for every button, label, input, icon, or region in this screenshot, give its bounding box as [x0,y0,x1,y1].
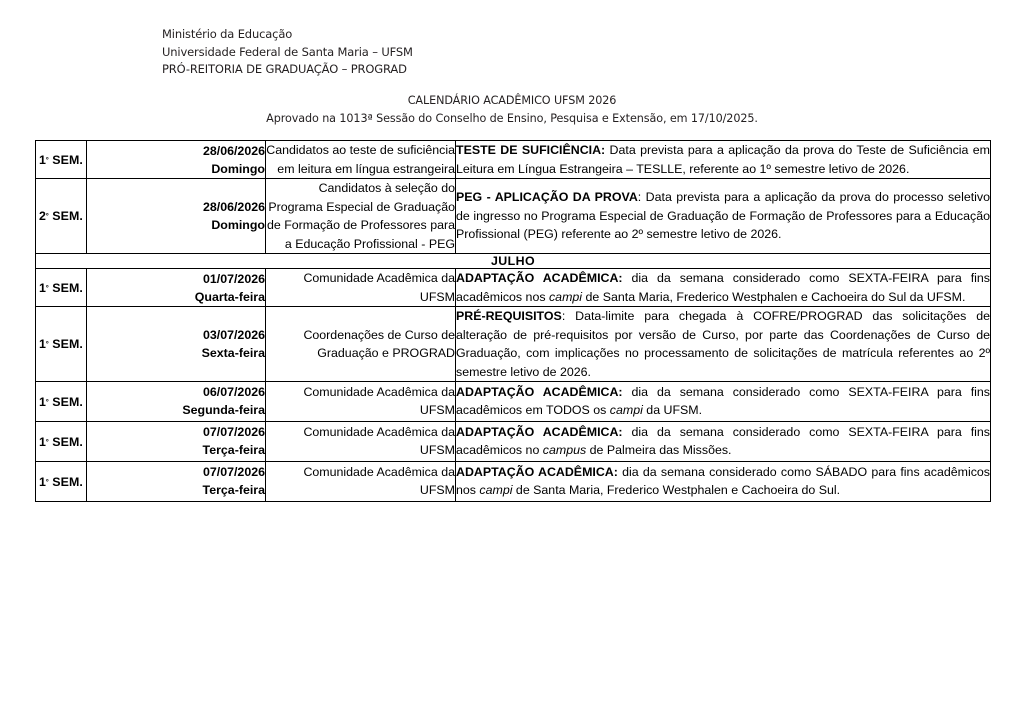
month-banner-label: JULHO [36,254,991,269]
weekday-value: Terça-feira [202,482,265,497]
description-cell [456,382,991,422]
date-cell [87,307,266,382]
weekday-value: Quarta-feira [194,289,265,304]
table-row [36,307,991,382]
academic-calendar-table [35,140,991,502]
date-value: 01/07/2026 [202,271,265,286]
date-cell [87,422,266,462]
description-body: dia da semana considerado como SÁBADO para fins acadêmicos nos [456,465,990,497]
audience-cell: Comunidade Acadêmica da UFSM [266,422,456,462]
date-value: 07/07/2026 [202,465,265,479]
calendar-table-body [36,141,991,502]
description-cell [456,307,991,382]
description-cell [456,179,991,254]
semester-cell: $1^º$ SEM. [36,141,87,179]
date-value: 28/06/2026 [202,200,265,214]
date-cell [87,462,266,502]
date-cell [87,382,266,422]
description-body: : Data prevista para a aplicação da prova do processo seletivo de ingresso no Programa Especial de Graduação de Formação de Professores para a Educação Profissional (PEG) referente ao 2º semestre letivo de 2026. [456,190,990,242]
institution-letterhead [162,26,413,79]
description-cell [456,462,991,502]
audience-cell: Candidatos ao teste de suficiência em leitura em língua estrangeira [266,141,456,179]
weekday-value: Sexta-feira [201,346,265,360]
page-title: CALENDÁRIO ACADÊMICO UFSM 2026 [407,94,617,107]
audience-cell: Comunidade Acadêmica da UFSM [266,462,456,502]
letterhead-line-prograd: PRÓ-REITORIA DE GRADUAÇÃO – PROGRAD [162,62,407,76]
weekday-value: Segunda-feira [182,402,265,417]
table-row [36,462,991,502]
audience-cell: Candidatos à seleção do Programa Especial de Graduação de Formação de Professores para a Educação Profissional - PEG [266,179,456,254]
ordinal-marker: º [46,398,49,406]
date-value: 03/07/2026 [202,328,265,342]
description-label: PRÉ-REQUISITOS [456,309,562,323]
description-tail: de Palmeira das Missões. [586,442,732,457]
description-body: dia da semana considerado como SEXTA-FEIRA para fins acadêmicos nos [456,271,990,304]
date-cell [87,269,266,307]
table-row [36,179,991,254]
description-emphasis: campus [542,442,587,457]
description-label: ADAPTAÇÃO ACADÊMICA: [456,385,623,399]
description-cell [456,422,991,462]
description-label: ADAPTAÇÃO ACADÊMICA: [456,425,623,439]
description-label: PEG - APLICAÇÃO DA PROVA [456,190,638,205]
description-label: ADAPTAÇÃO ACADÊMICA: [456,271,623,285]
description-body: dia da semana considerado como SEXTA-FEIRA para fins acadêmicos no [456,425,990,457]
description-emphasis: campi [609,402,643,417]
weekday-value: Domingo [211,218,265,232]
date-value: 06/07/2026 [202,385,265,399]
date-value: 07/07/2026 [202,425,265,439]
audience-cell: Comunidade Acadêmica da UFSM [266,382,456,422]
table-row [36,269,991,307]
description-body: dia da semana considerado como SEXTA-FEIRA para fins acadêmicos em TODOS os [456,385,990,417]
ordinal-marker: º [46,213,49,220]
table-row [36,141,991,179]
weekday-value: Terça-feira [202,442,265,457]
audience-cell: Comunidade Acadêmica da UFSM [266,269,456,307]
description-tail: da UFSM. [642,402,703,417]
description-label: ADAPTAÇÃO ACADÊMICA: [456,465,618,479]
description-emphasis: campi [479,482,513,497]
document-subtitle: Aprovado na 1013ª Sessão do Conselho de Ensino, Pesquisa e Extensão, em 17/10/2025. [266,112,758,125]
description-tail: de Santa Maria, Frederico Westphalen e Cachoeira do Sul. [512,482,841,497]
date-cell [87,179,266,254]
semester-cell: $2^º$ SEM. [36,179,87,254]
table-row [36,422,991,462]
description-cell [456,269,991,307]
semester-cell: $1^º$ SEM. [36,462,87,502]
ordinal-marker: º [46,341,49,348]
weekday-value: Domingo [211,161,265,176]
table-row [36,382,991,422]
date-cell [87,141,266,179]
semester-cell: $1^º$ SEM. [36,422,87,462]
description-label: TESTE DE SUFICIÊNCIA: [456,143,606,157]
letterhead-line-university: Universidade Federal de Santa Maria – UFSM [162,44,413,59]
description-body: Data prevista para a aplicação da prova do Teste de Suficiência em Leitura em Língua Estrangeira – TESLLE, referente ao 1º semestre letivo de 2026. [456,143,990,176]
ordinal-marker: º [46,478,49,486]
description-tail: de Santa Maria, Frederico Westphalen e Cachoeira do Sul da UFSM. [582,289,966,304]
letterhead-line-ministry: Ministério da Educação [162,27,293,41]
ordinal-marker: º [46,284,49,292]
ordinal-marker: º [46,438,49,446]
semester-cell: $1^º$ SEM. [36,307,87,382]
semester-cell: $1^º$ SEM. [36,269,87,307]
description-body: : Data-limite para chegada à COFRE/PROGRAD das solicitações de alteração de pré-requisitos por versão de Curso, por parte das Coordenações de Curso de Graduação, com implicações no processamento de solicitações de matrícula referentes ao 2º semestre letivo de 2026. [456,309,990,379]
description-cell [456,141,991,179]
ordinal-marker: º [46,156,49,164]
date-value: 28/06/2026 [202,143,265,158]
description-emphasis: campi [548,289,583,304]
document-title-block [0,92,1024,127]
audience-cell: Coordenações de Curso de Graduação e PROGRAD [266,307,456,382]
semester-cell: $1^º$ SEM. [36,382,87,422]
month-banner-row [36,254,991,269]
